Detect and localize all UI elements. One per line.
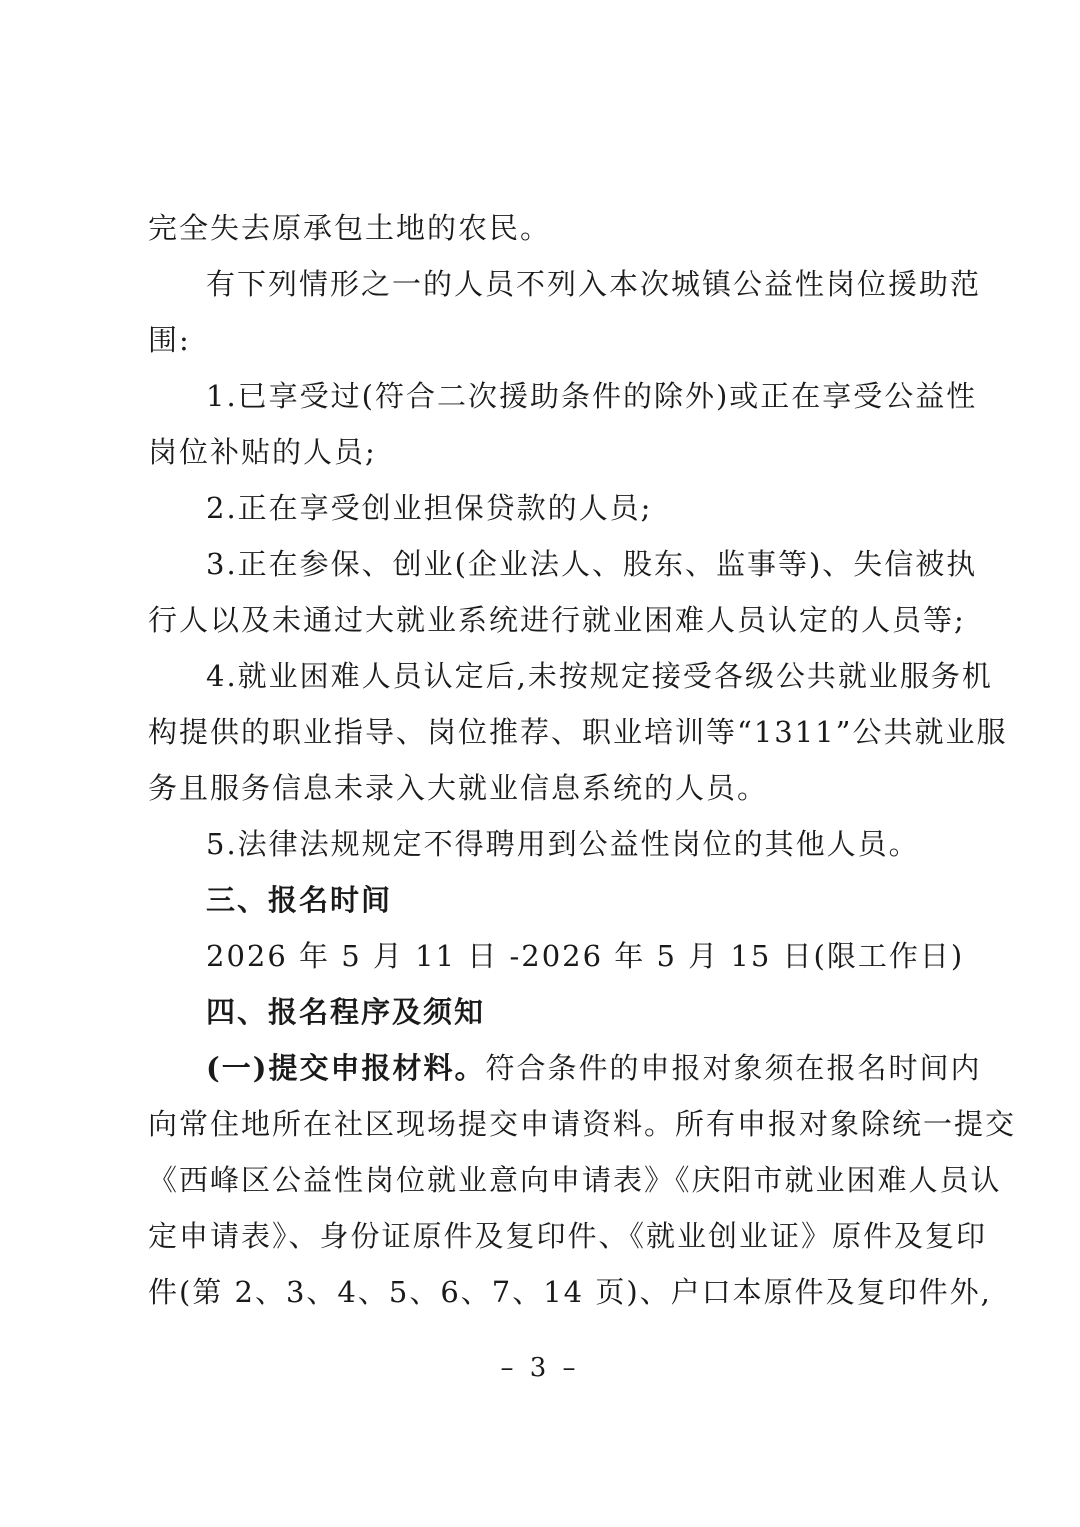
body-line: 定申请表》、身份证原件及复印件、《就业创业证》原件及复印 [148, 1219, 988, 1253]
list-item: 5.法律法规规定不得聘用到公益性岗位的其他人员。 [206, 827, 920, 861]
list-item-continuation: 行人以及未通过大就业系统进行就业困难人员认定的人员等; [148, 603, 966, 637]
section-heading: 四、报名程序及须知 [206, 995, 486, 1029]
list-item-continuation: 构提供的职业指导、岗位推荐、职业培训等“1311”公共就业服 [148, 715, 1008, 749]
list-item: 4.就业困难人员认定后,未按规定接受各级公共就业服务机 [206, 659, 993, 693]
registration-date: 2026 年 5 月 11 日 -2026 年 5 月 15 日(限工作日) [206, 939, 965, 973]
list-item-continuation: 岗位补贴的人员; [148, 435, 377, 469]
list-item: 1.已享受过(符合二次援助条件的除外)或正在享受公益性 [206, 379, 978, 413]
body-line: 完全失去原承包土地的农民。 [148, 211, 552, 245]
list-item: 3.正在参保、创业(企业法人、股东、监事等)、失信被执 [206, 547, 978, 581]
body-line: 《西峰区公益性岗位就业意向申请表》《庆阳市就业困难人员认 [148, 1163, 1002, 1197]
list-item: 2.正在享受创业担保贷款的人员; [206, 491, 653, 525]
page-number: – 3 – [500, 1353, 580, 1383]
section-heading: 三、报名时间 [206, 883, 393, 917]
item-text: 符合条件的申报对象须在报名时间内 [485, 1051, 982, 1085]
body-line: 向常住地所在社区现场提交申请资料。所有申报对象除统一提交 [148, 1107, 1017, 1141]
item-lead: (一)提交申报材料。 [206, 1051, 486, 1085]
body-line: 有下列情形之一的人员不列入本次城镇公益性岗位援助范 [206, 267, 982, 301]
item-paragraph-first-line [206, 1048, 982, 1088]
body-line: 围: [148, 323, 191, 357]
body-line: 件(第 2、3、4、5、6、7、14 页)、户口本原件及复印件外, [148, 1275, 992, 1309]
list-item-continuation: 务且服务信息未录入大就业信息系统的人员。 [148, 771, 769, 805]
